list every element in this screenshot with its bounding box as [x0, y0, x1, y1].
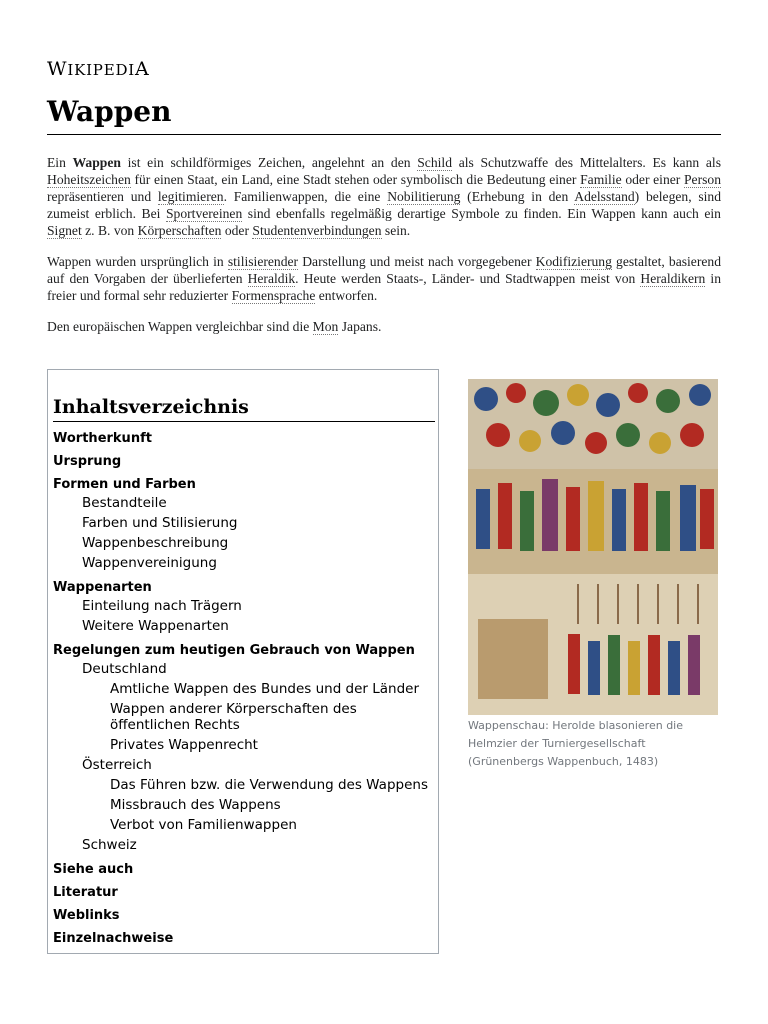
toc-item[interactable]: Schweiz: [82, 837, 137, 853]
paragraph-text: oder: [221, 223, 253, 238]
toc-divider: [53, 421, 435, 422]
article-link[interactable]: Körperschaften: [137, 223, 222, 238]
toc-item[interactable]: Weblinks: [53, 908, 120, 923]
article-link[interactable]: Person: [683, 172, 721, 187]
article-link[interactable]: Heraldik: [247, 271, 296, 286]
paragraph-text: Ein: [47, 155, 73, 170]
article-figure: [468, 379, 718, 771]
toc-item[interactable]: Wappenarten: [53, 580, 152, 595]
toc-item[interactable]: Wappenbeschreibung: [82, 535, 229, 551]
paragraph-text: als Schutzwaffe des Mittelalters. Es kann als: [452, 155, 721, 170]
toc-item[interactable]: Verbot von Familienwappen: [110, 817, 297, 833]
toc-item[interactable]: Privates Wappenrecht: [110, 737, 258, 753]
paragraph-text: Den europäischen Wappen vergleichbar sind die: [47, 319, 313, 334]
toc-item[interactable]: Regelungen zum heutigen Gebrauch von Wappen: [53, 643, 415, 658]
wappenschau-illustration[interactable]: [468, 379, 718, 715]
article-link[interactable]: legitimieren: [157, 189, 224, 204]
article-body: [47, 154, 721, 335]
logo-wordmark: WIKIPEDIA: [47, 58, 150, 80]
paragraph-text: . Heute werden Staats-, Länder- und Stadtwappen meist von: [295, 271, 641, 286]
toc-list: [53, 430, 438, 947]
toc-title: Inhaltsverzeichnis: [53, 396, 249, 418]
medieval-heraldry-painting: [468, 379, 718, 715]
paragraph-mon: [47, 318, 721, 335]
article-link[interactable]: Studentenverbindungen: [252, 223, 382, 238]
article-link[interactable]: Nobilitierung: [387, 189, 461, 204]
article-link[interactable]: stilisierender: [227, 254, 299, 269]
toc-item[interactable]: Bestandteile: [82, 495, 167, 511]
article-link[interactable]: Schild: [417, 155, 452, 170]
wikipedia-logo[interactable]: [47, 60, 150, 79]
paragraph-text: entworfen.: [315, 288, 378, 303]
paragraph-text: oder einer: [621, 172, 684, 187]
toc-item[interactable]: Formen und Farben: [53, 477, 196, 492]
toc-item[interactable]: Siehe auch: [53, 862, 134, 877]
article-link[interactable]: Mon: [312, 319, 339, 334]
article-link[interactable]: Hoheitszeichen: [47, 172, 131, 187]
article-link[interactable]: Kodifizierung: [535, 254, 612, 269]
paragraph-text: (Erhebung in den: [460, 189, 575, 204]
toc-item[interactable]: Wortherkunft: [53, 431, 152, 446]
toc-item[interactable]: Einteilung nach Trägern: [82, 598, 242, 614]
paragraph-text: Darstellung und meist nach vorgegebener: [298, 254, 536, 269]
toc-item[interactable]: Farben und Stilisierung: [82, 515, 238, 531]
article-link[interactable]: Adelsstand: [574, 189, 635, 204]
article-link[interactable]: Formensprache: [231, 288, 316, 303]
toc-item[interactable]: Amtliche Wappen des Bundes und der Länder: [110, 681, 420, 697]
title-divider: [47, 134, 721, 135]
toc-item[interactable]: Deutschland: [82, 661, 167, 677]
bold-term: Wappen: [72, 155, 121, 170]
toc-item[interactable]: Einzelnachweise: [53, 931, 174, 946]
toc-item[interactable]: Wappen anderer Körperschaften des öffentlichen Rechts: [110, 701, 357, 733]
toc-item[interactable]: Wappenvereinigung: [82, 555, 217, 571]
paragraph-text: in freier und formal sehr reduzierter: [47, 271, 721, 303]
paragraph-text: . Familienwappen, die eine: [223, 189, 388, 204]
toc-item[interactable]: Literatur: [53, 885, 118, 900]
toc-item[interactable]: Österreich: [82, 757, 152, 773]
paragraph-text: sein.: [381, 223, 411, 238]
toc-item[interactable]: Missbrauch des Wappens: [110, 797, 281, 813]
paragraph-text: für einen Staat, ein Land, eine Stadt stehen oder symbolisch die Bedeutung einer: [130, 172, 581, 187]
paragraph-text: sind ebenfalls regelmäßig derartige Symbole zu finden. Ein Wappen kann auch ein: [242, 206, 721, 221]
paragraph-intro: [47, 154, 721, 239]
page-title: Wappen: [47, 95, 172, 128]
article-link[interactable]: Familie: [580, 172, 622, 187]
paragraph-text: ist ein schildförmiges Zeichen, angelehnt an den: [120, 155, 418, 170]
article-link[interactable]: Signet: [47, 223, 82, 238]
article-link[interactable]: Sportvereinen: [165, 206, 243, 221]
paragraph-text: ) belegen, sind zumeist erblich. Bei: [47, 189, 722, 221]
paragraph-text: Wappen wurden ursprünglich in: [47, 254, 228, 269]
paragraph-design: [47, 253, 721, 304]
table-of-contents: [47, 369, 439, 954]
toc-item[interactable]: Ursprung: [53, 454, 122, 469]
paragraph-text: repräsentieren und: [47, 189, 158, 204]
article-link[interactable]: Heraldikern: [640, 271, 706, 286]
toc-item[interactable]: Das Führen bzw. die Verwendung des Wappens: [110, 777, 428, 793]
paragraph-text: Japans.: [338, 319, 382, 334]
paragraph-text: gestaltet, basierend auf den Vorgaben der überlieferten: [47, 254, 721, 286]
toc-item[interactable]: Weitere Wappenarten: [82, 618, 229, 634]
figure-caption: Wappenschau: Herolde blasonieren die Helmzier der Turniergesellschaft (Grünenbergs Wappenbuch, 1483): [468, 719, 683, 768]
paragraph-text: z. B. von: [81, 223, 138, 238]
